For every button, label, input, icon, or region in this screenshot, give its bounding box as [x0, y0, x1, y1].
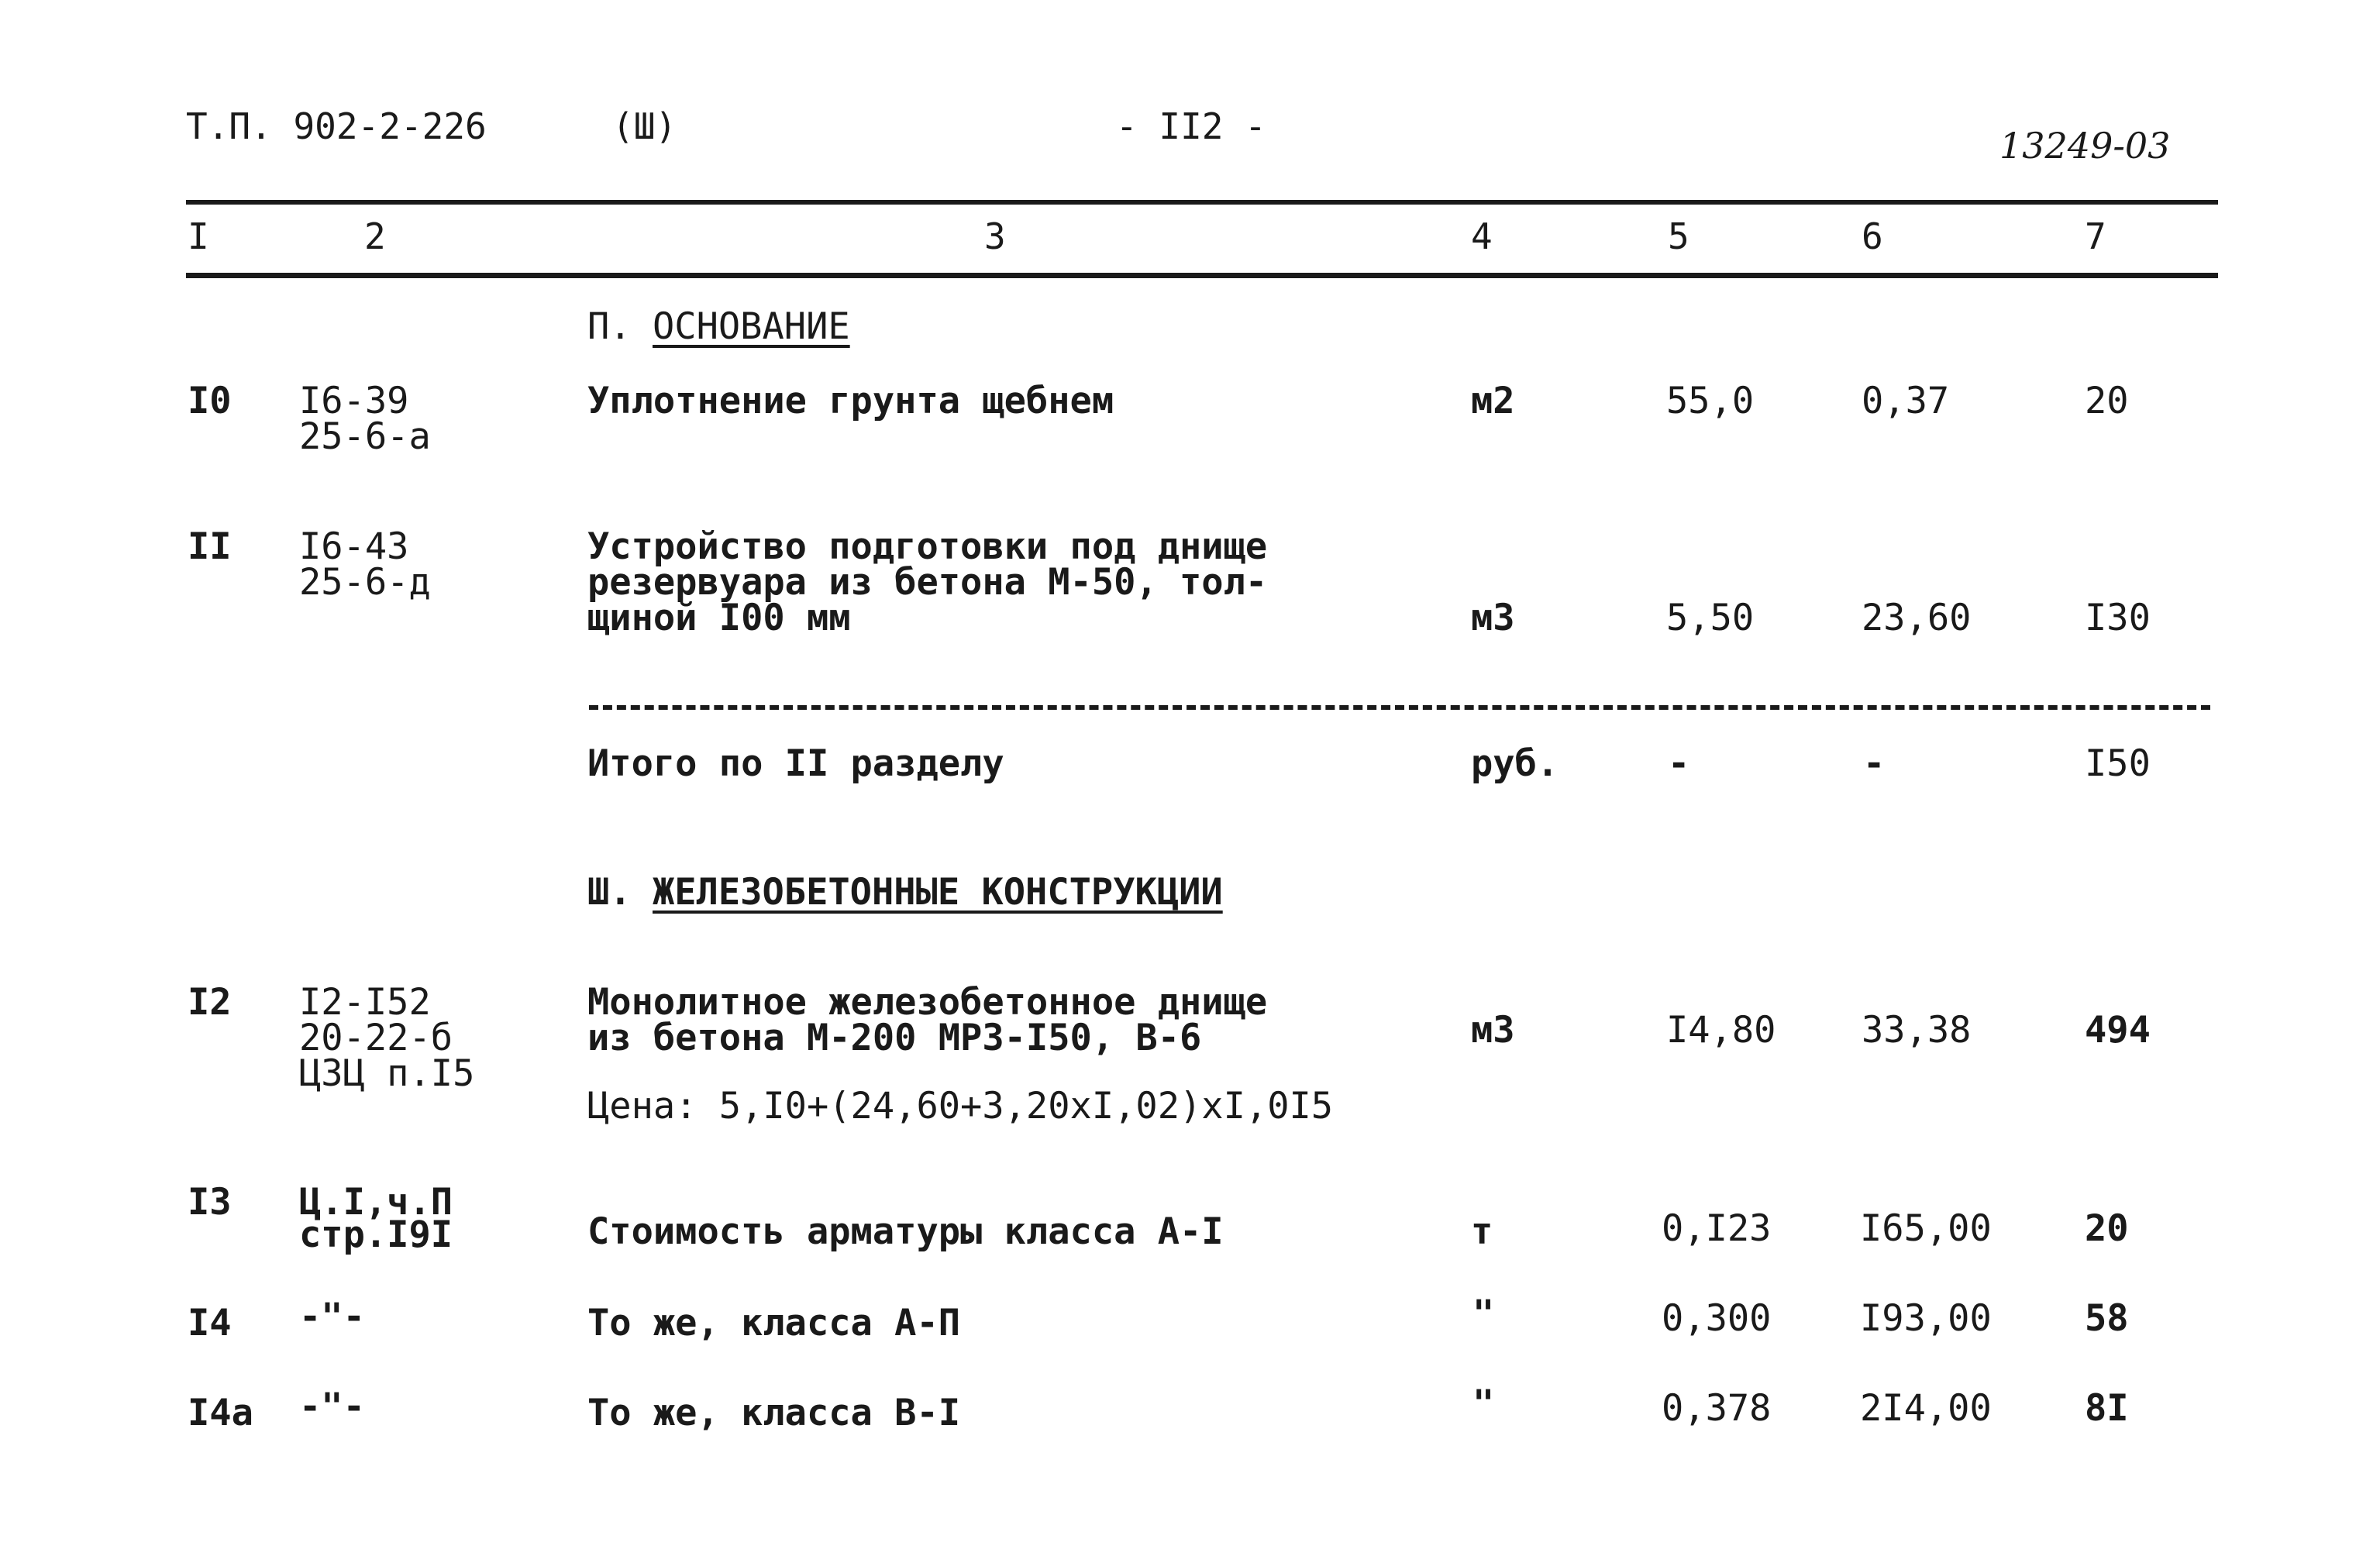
- row-14a-quantity: 0,378: [1662, 1387, 1772, 1430]
- row-14a-unit: ": [1472, 1382, 1495, 1425]
- row-12-price: 33,38: [1862, 1009, 1972, 1052]
- subtotal-price: -: [1863, 742, 1886, 785]
- row-11-description-3: щиной I00 мм: [587, 597, 851, 639]
- row-11-number: II: [188, 525, 232, 568]
- column-header-6: 6: [1862, 215, 1883, 257]
- column-header-1: I: [188, 215, 209, 257]
- subtotal-label: Итого по II разделу: [587, 742, 1004, 785]
- subtotal-quantity: -: [1668, 742, 1690, 785]
- column-header-2: 2: [364, 215, 386, 257]
- row-12-code-3: ЦЗЦ п.I5: [299, 1052, 475, 1095]
- column-header-4: 4: [1471, 215, 1493, 257]
- row-11-code-2: 25-6-д: [299, 561, 431, 604]
- subtotal-separator: [589, 705, 2210, 710]
- row-12-price-note: Цена: 5,I0+(24,60+3,20хI,02)хI,0I5: [587, 1085, 1334, 1127]
- row-13-quantity: 0,I23: [1662, 1207, 1772, 1250]
- header-bottom-rule: [186, 273, 2218, 278]
- row-12-quantity: I4,80: [1666, 1009, 1776, 1052]
- section-3-number: Ш.: [587, 871, 632, 914]
- row-14-code: -"-: [299, 1296, 365, 1338]
- row-10-code-1: I6-39: [299, 380, 409, 422]
- row-14a-code: -"-: [299, 1386, 365, 1428]
- row-14-description: То же, класса А-П: [587, 1302, 961, 1344]
- section-2-title: ОСНОВАНИЕ: [653, 305, 850, 348]
- page-number: - II2 -: [1116, 105, 1266, 147]
- document-code: Т.П. 902-2-226: [186, 105, 487, 147]
- row-13-code-2: стр.I9I: [299, 1213, 453, 1256]
- row-10-quantity: 55,0: [1666, 380, 1755, 422]
- row-10-unit: м2: [1471, 380, 1515, 422]
- row-12-description-1: Монолитное железобетонное днище: [587, 981, 1268, 1024]
- row-12-code-2: 20-22-б: [299, 1017, 453, 1059]
- row-11-code-1: I6-43: [299, 525, 409, 568]
- column-header-5: 5: [1668, 215, 1689, 257]
- header-top-rule: [186, 200, 2218, 205]
- row-12-total: 494: [2085, 1009, 2151, 1052]
- row-10-code-2: 25-6-а: [299, 415, 431, 458]
- row-12-code-1: I2-I52: [299, 981, 431, 1024]
- row-14-unit: ": [1472, 1293, 1495, 1335]
- row-14-total: 58: [2085, 1297, 2129, 1340]
- row-11-quantity: 5,50: [1666, 597, 1755, 639]
- row-10-price: 0,37: [1862, 380, 1950, 422]
- row-14a-total: 8I: [2085, 1387, 2129, 1430]
- handwritten-reference: 13249-03: [1999, 125, 2171, 167]
- row-12-description-2: из бетона М-200 МРЗ-I50, В-6: [587, 1017, 1202, 1059]
- section-3-title: ЖЕЛЕЗОБЕТОННЫЕ КОНСТРУКЦИИ: [653, 871, 1223, 914]
- row-12-number: I2: [188, 981, 232, 1024]
- row-14-number: I4: [188, 1302, 232, 1344]
- row-11-unit: м3: [1471, 597, 1515, 639]
- row-13-unit: т: [1471, 1210, 1493, 1253]
- row-13-number: I3: [188, 1181, 232, 1224]
- row-14a-description: То же, класса В-I: [587, 1392, 961, 1434]
- row-10-number: I0: [188, 380, 232, 422]
- column-header-7: 7: [2085, 215, 2106, 257]
- column-header-3: 3: [984, 215, 1006, 257]
- row-10-description: Уплотнение грунта щебнем: [587, 380, 1114, 422]
- row-14a-number: I4а: [188, 1392, 253, 1434]
- document-part: (Ш): [612, 105, 677, 147]
- row-12-unit: м3: [1471, 1009, 1515, 1052]
- row-11-price: 23,60: [1862, 597, 1972, 639]
- row-13-total: 20: [2085, 1207, 2129, 1250]
- row-14-quantity: 0,300: [1662, 1297, 1772, 1340]
- subtotal-unit: руб.: [1471, 742, 1559, 785]
- section-2-number: П.: [587, 305, 632, 348]
- row-13-description: Стоимость арматуры класса А-I: [587, 1210, 1224, 1253]
- row-13-price: I65,00: [1860, 1207, 1992, 1250]
- row-10-total: 20: [2085, 380, 2129, 422]
- row-14a-price: 2I4,00: [1860, 1387, 1992, 1430]
- row-11-total: I30: [2085, 597, 2151, 639]
- row-11-description-1: Устройство подготовки под днище: [587, 525, 1268, 568]
- subtotal-total: I50: [2085, 742, 2151, 785]
- row-11-description-2: резервуара из бетона М-50, тол-: [587, 561, 1268, 604]
- row-14-price: I93,00: [1860, 1297, 1992, 1340]
- row-13-code-1: Ц.I,ч.П: [299, 1181, 453, 1224]
